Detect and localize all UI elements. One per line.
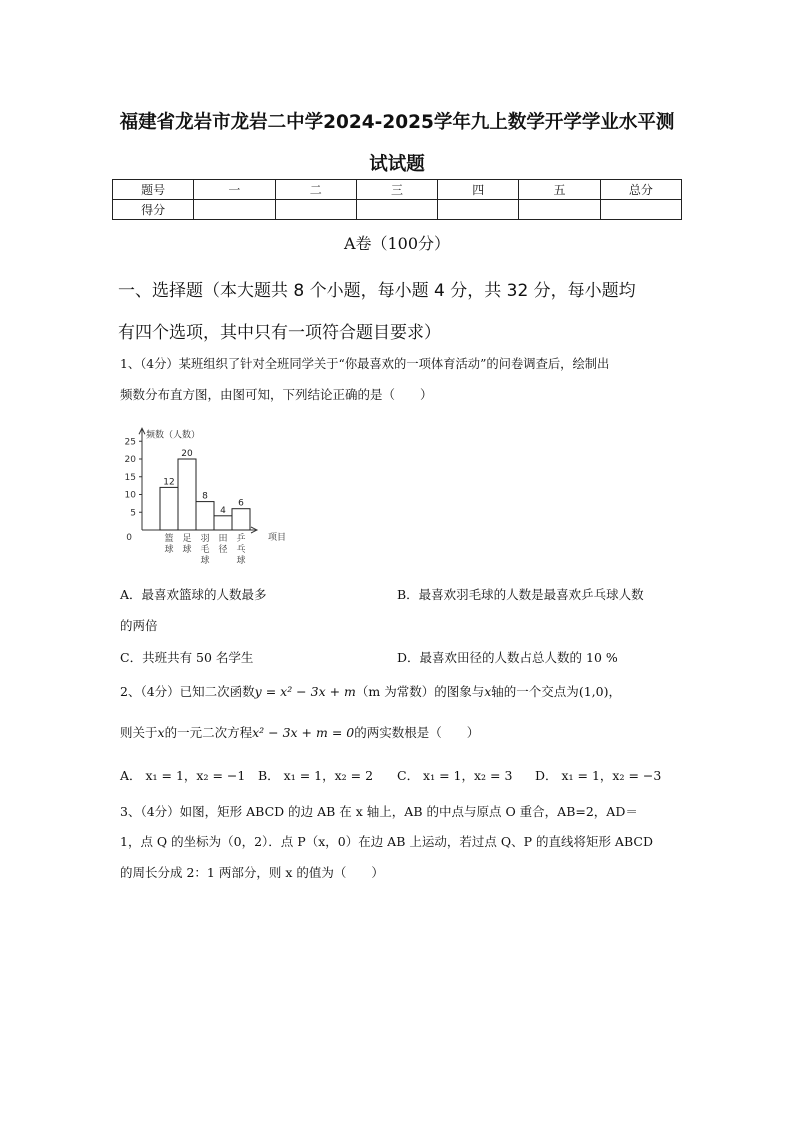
score-table-cell: 题号 bbox=[113, 180, 194, 200]
score-table-cell: 总分 bbox=[600, 180, 681, 200]
question-1-option-b[interactable]: B．最喜欢羽毛球的人数是最喜欢乒乓球人数 bbox=[397, 587, 644, 602]
q2-xvar-2: x bbox=[157, 725, 165, 740]
question-2-option-c[interactable]: C． x₁ = 1，x₂ = 3 bbox=[397, 768, 513, 783]
question-2-option-a[interactable]: A． x₁ = 1，x₂ = −1 bbox=[120, 768, 246, 783]
bar-value-label: 6 bbox=[238, 498, 244, 509]
score-input-cell bbox=[194, 200, 275, 220]
q2-mid2: 轴的一个交点为 bbox=[491, 684, 579, 699]
question-3-text-line2: 1，点 Q 的坐标为（0，2）．点 P（x，0）在边 AB 上运动，若过点 Q、P 的直线将矩形 ABCD bbox=[120, 834, 653, 849]
score-input-cell bbox=[600, 200, 681, 220]
score-input-cell bbox=[275, 200, 356, 220]
score-table-cell: 二 bbox=[275, 180, 356, 200]
score-table bbox=[112, 179, 682, 220]
q2-line2-c: 的两实数根是（ ） bbox=[354, 725, 480, 740]
q2-equation: x² − 3x + m = 0 bbox=[252, 725, 355, 740]
page-title: 福建省龙岩市龙岩二中学2024-2025学年九上数学开学学业水平测 bbox=[119, 112, 675, 133]
category-label: 乒 bbox=[236, 534, 246, 544]
q2-mid: （m 为常数）的图象与 bbox=[355, 684, 485, 699]
category-label: 球 bbox=[164, 545, 174, 555]
score-table-cell: 一 bbox=[194, 180, 275, 200]
question-1-option-c[interactable]: C．共班共有 50 名学生 bbox=[120, 650, 254, 665]
category-label: 毛 bbox=[200, 545, 210, 555]
origin-label: 0 bbox=[126, 533, 132, 543]
y-tick-label: 5 bbox=[130, 508, 136, 519]
score-input-cell bbox=[438, 200, 519, 220]
page-title-line2: 试试题 bbox=[369, 154, 425, 175]
q2-line2-a: 则关于 bbox=[120, 725, 158, 740]
question-3-text-line3: 的周长分成 2：1 两部分，则 x 的值为（ ） bbox=[120, 865, 384, 880]
category-label: 球 bbox=[200, 556, 210, 566]
score-table-header-row bbox=[113, 180, 682, 200]
y-tick-label: 20 bbox=[124, 455, 136, 465]
bar-4 bbox=[214, 516, 232, 530]
y-tick-label: 25 bbox=[124, 437, 136, 448]
bar-value-label: 8 bbox=[202, 491, 208, 502]
question-1-option-b-cont: 的两倍 bbox=[120, 618, 158, 633]
q2-line2-b: 的一元二次方程 bbox=[164, 725, 253, 740]
part1-heading-line2: 有四个选项，其中只有一项符合题目要求） bbox=[118, 323, 441, 343]
score-table-row bbox=[113, 200, 682, 220]
category-label: 球 bbox=[182, 545, 192, 555]
y-tick-label: 15 bbox=[124, 472, 136, 483]
question-2-option-b[interactable]: B． x₁ = 1，x₂ = 2 bbox=[258, 768, 374, 783]
q2-xvar: x bbox=[484, 684, 492, 699]
chart-layer bbox=[125, 428, 286, 566]
bar-2 bbox=[178, 459, 196, 530]
question-1-option-d[interactable]: D．最喜欢田径的人数占总人数的 10 % bbox=[397, 650, 618, 665]
bar-1 bbox=[160, 487, 178, 530]
q2-end: ， bbox=[608, 684, 621, 699]
x-axis-label: 项目 bbox=[268, 533, 287, 543]
score-table-cell: 四 bbox=[438, 180, 519, 200]
bar-3 bbox=[196, 502, 214, 530]
score-input-cell bbox=[356, 200, 437, 220]
section-a-heading: A卷（100分） bbox=[343, 234, 451, 253]
category-label: 径 bbox=[218, 545, 228, 555]
q2-prefix: 2、（4分）已知二次函数 bbox=[120, 684, 255, 699]
category-label: 羽 bbox=[200, 534, 210, 544]
score-table-cell: 五 bbox=[519, 180, 600, 200]
score-table-cell: 三 bbox=[356, 180, 437, 200]
bar-value-label: 4 bbox=[220, 505, 226, 516]
bar-value-label: 20 bbox=[181, 449, 193, 459]
question-2-option-d[interactable]: D． x₁ = 1，x₂ = −3 bbox=[535, 768, 662, 783]
category-label: 篮 bbox=[164, 534, 174, 544]
bar-value-label: 12 bbox=[163, 477, 175, 488]
question-1-option-a[interactable]: A．最喜欢篮球的人数最多 bbox=[120, 587, 267, 602]
y-tick-label: 10 bbox=[124, 490, 136, 501]
question-3-text: 3、（4分）如图，矩形 ABCD 的边 AB 在 x 轴上，AB 的中点与原点 O 重合，AB=2，AD＝ bbox=[120, 804, 638, 819]
question-1-text-line2: 频数分布直方图，由图可知，下列结论正确的是（ ） bbox=[120, 387, 433, 402]
y-axis-label: 频数（人数） bbox=[146, 430, 201, 441]
category-label: 田 bbox=[218, 534, 228, 544]
question-2-text-line2 bbox=[120, 726, 479, 740]
score-table-cell: 得分 bbox=[113, 200, 194, 220]
score-input-cell bbox=[519, 200, 600, 220]
bar-5 bbox=[232, 509, 250, 530]
histogram-chart bbox=[118, 418, 298, 578]
category-label: 乓 bbox=[236, 545, 246, 555]
part1-heading: 一、选择题（本大题共 8 个小题，每小题 4 分，共 32 分，每小题均 bbox=[118, 281, 636, 301]
category-label: 足 bbox=[182, 534, 192, 544]
question-1-text: 1、（4分）某班组织了针对全班同学关于“你最喜欢的一项体育活动”的问卷调查后，绘制出 bbox=[120, 357, 610, 371]
category-label: 球 bbox=[236, 556, 246, 566]
q2-function: y = x² − 3x + m bbox=[254, 684, 356, 699]
q2-point: (1,0) bbox=[578, 684, 609, 699]
question-2-text bbox=[120, 685, 621, 699]
